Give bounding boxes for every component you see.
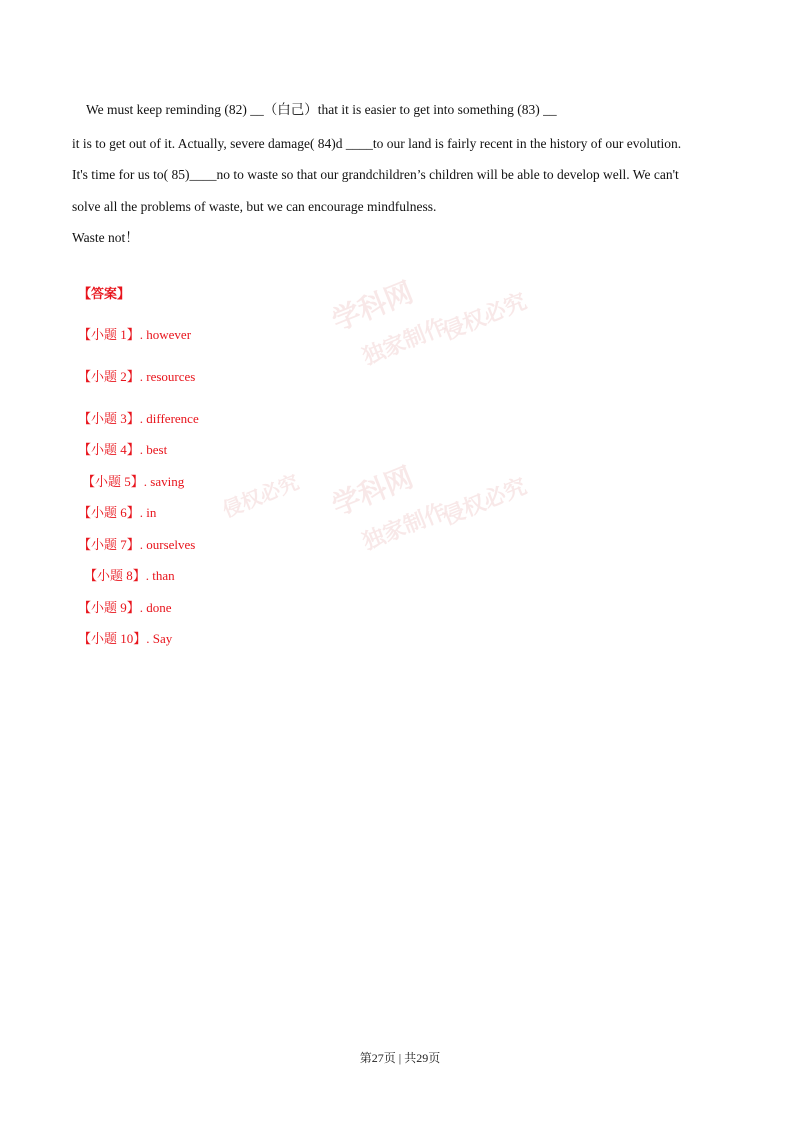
passage-line: solve all the problems of waste, but we can encourage mindfulness. [72,199,437,214]
answer-heading: 【答案】 [78,286,131,301]
answer-label: 【小题 4】 [78,442,140,457]
watermark-line: 侵权必究 [439,289,531,346]
answer-item [78,505,156,521]
watermark-line: 独家制作 [359,314,451,371]
answer-value: . resources [139,369,196,384]
answer-item [78,442,167,458]
watermark-line: 侵权必究 [439,474,531,531]
answer-item [82,474,184,490]
answer-value: . saving [143,474,185,489]
answer-value: . however [139,327,192,342]
answer-value: . done [139,600,172,615]
page-number: 第27页 | 共29页 [359,1051,441,1065]
answer-item [78,631,172,647]
answer-item [78,537,195,553]
watermark-line: 侵权必究 [218,469,303,523]
passage-line: We must keep reminding (82) __（白己）that it is easier to get into something (83) __ [86,102,557,117]
answer-label: 【小题 10】 [78,631,147,646]
passage-line: it is to get out of it. Actually, severe damage( 84)d ____to our land is fairly recent in the history of our evolution. [72,136,682,151]
answer-label: 【小题 9】 [78,600,140,615]
answer-value: . than [145,568,175,583]
answer-value: . Say [146,631,173,646]
answer-value: . ourselves [139,537,196,552]
answer-value: . difference [139,411,199,426]
watermark-brand: 学科网 [327,275,418,338]
watermark-brand: 学科网 [327,460,418,523]
answer-item [78,411,199,427]
answer-label: 【小题 6】 [78,505,140,520]
passage-line: Waste not！ [72,230,139,245]
answer-label: 【小题 3】 [78,411,140,426]
answer-label: 【小题 1】 [78,327,140,342]
watermark-line: 独家制作 [359,499,451,556]
answer-item [78,327,191,343]
answer-value: . in [139,505,157,520]
passage-line: It's time for us to( 85)____no to waste so that our grandchildren’s children will be able to develop well. We can't [72,167,679,182]
answer-label: 【小题 5】 [82,474,144,489]
answer-item [78,600,172,616]
answer-value: . best [139,442,168,457]
answer-item [78,369,195,385]
answer-label: 【小题 7】 [78,537,140,552]
answer-label: 【小题 2】 [78,369,140,384]
answer-item [84,568,175,584]
answer-label: 【小题 8】 [84,568,146,583]
